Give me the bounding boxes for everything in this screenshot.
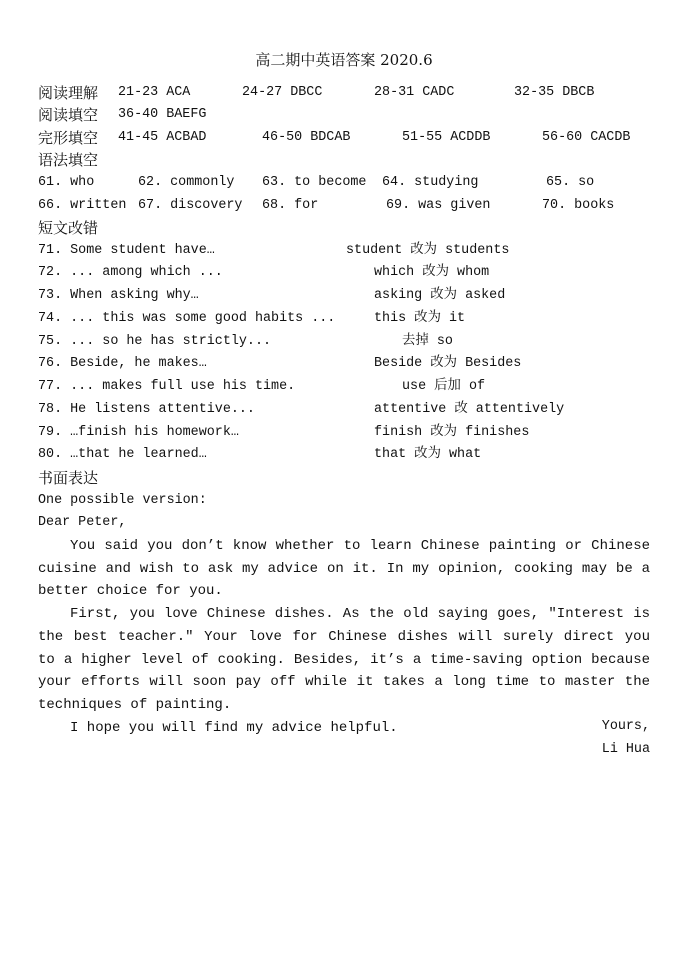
letter-signature: Li Hua: [601, 742, 650, 757]
correction-answer: asking 改为 asked: [374, 288, 506, 303]
grammar-answer: 64. studying: [382, 175, 479, 190]
correction-answer: which 改为 whom: [374, 265, 490, 280]
grammar-answer: 67. discovery: [138, 198, 243, 213]
answer-group: 46-50 BDCAB: [262, 130, 351, 145]
grammar-answer: 68. for: [262, 198, 319, 213]
correction-answer: finish 改为 finishes: [374, 425, 530, 440]
grammar-answer: 65. so: [546, 175, 595, 190]
grammar-answer: 69. was given: [386, 198, 491, 213]
correction-question: 75. ... so he has strictly...: [38, 334, 272, 349]
correction-question: 76. Beside, he makes…: [38, 356, 207, 371]
section-label-reading: 阅读理解: [38, 84, 99, 102]
answer-group: 32-35 DBCB: [514, 85, 595, 100]
grammar-answer: 63. to become: [262, 175, 367, 190]
section-label-writing: 书面表达: [38, 469, 99, 487]
answer-group: 36-40 BAEFG: [118, 107, 207, 122]
correction-answer: that 改为 what: [374, 447, 482, 462]
correction-answer: attentive 改 attentively: [374, 402, 565, 417]
correction-question: 72. ... among which ...: [38, 265, 223, 280]
section-label-correction: 短文改错: [38, 219, 99, 237]
answer-group: 51-55 ACDDB: [402, 130, 491, 145]
section-label-cloze: 完形填空: [38, 129, 99, 147]
letter-closing: Yours,: [601, 719, 650, 734]
page-title: 高二期中英语答案 2020.6: [255, 51, 433, 69]
answer-group: 24-27 DBCC: [242, 85, 323, 100]
answer-group: 21-23 ACA: [118, 85, 191, 100]
correction-answer: Beside 改为 Besides: [374, 356, 522, 371]
letter-paragraph: You said you don’t know whether to learn Chinese painting or Chinese cuisine and wish to ask my advice on it. In my opinion, cooking may be a better choice for you.: [38, 538, 650, 600]
correction-answer: student 改为 students: [346, 243, 510, 258]
correction-question: 73. When asking why…: [38, 288, 199, 303]
letter-body: [38, 535, 650, 739]
grammar-answer: 62. commonly: [138, 175, 235, 190]
correction-question: 80. …that he learned…: [38, 447, 207, 462]
correction-question: 78. He listens attentive...: [38, 402, 255, 417]
writing-intro: One possible version:: [38, 493, 207, 508]
answer-group: 28-31 CADC: [374, 85, 455, 100]
grammar-answer: 66. written: [38, 198, 127, 213]
correction-question: 74. ... this was some good habits ...: [38, 311, 336, 326]
answer-group: 41-45 ACBAD: [118, 130, 207, 145]
correction-question: 79. …finish his homework…: [38, 425, 239, 440]
grammar-answer: 61. who: [38, 175, 95, 190]
correction-question: 77. ... makes full use his time.: [38, 379, 296, 394]
grammar-answer: 70. books: [542, 198, 615, 213]
correction-answer: this 改为 it: [374, 311, 466, 326]
correction-answer: 去掉 so: [402, 334, 453, 349]
correction-answer: use 后加 of: [402, 379, 486, 394]
letter-paragraph: I hope you will find my advice helpful.: [70, 719, 398, 736]
section-label-grammar: 语法填空: [38, 151, 99, 169]
section-label-reading-fill: 阅读填空: [38, 106, 99, 124]
letter-salutation: Dear Peter,: [38, 515, 127, 530]
letter-paragraph: First, you love Chinese dishes. As the old saying goes, "Interest is the best teacher." Your love for Chinese dishes will surely direct you to a higher level of cooking. Besides, it’s a time-saving option because your efforts will soon pay off while it takes a long time to master the techniques of painting.: [38, 606, 650, 713]
correction-question: 71. Some student have…: [38, 243, 215, 258]
answer-group: 56-60 CACDB: [542, 130, 631, 145]
